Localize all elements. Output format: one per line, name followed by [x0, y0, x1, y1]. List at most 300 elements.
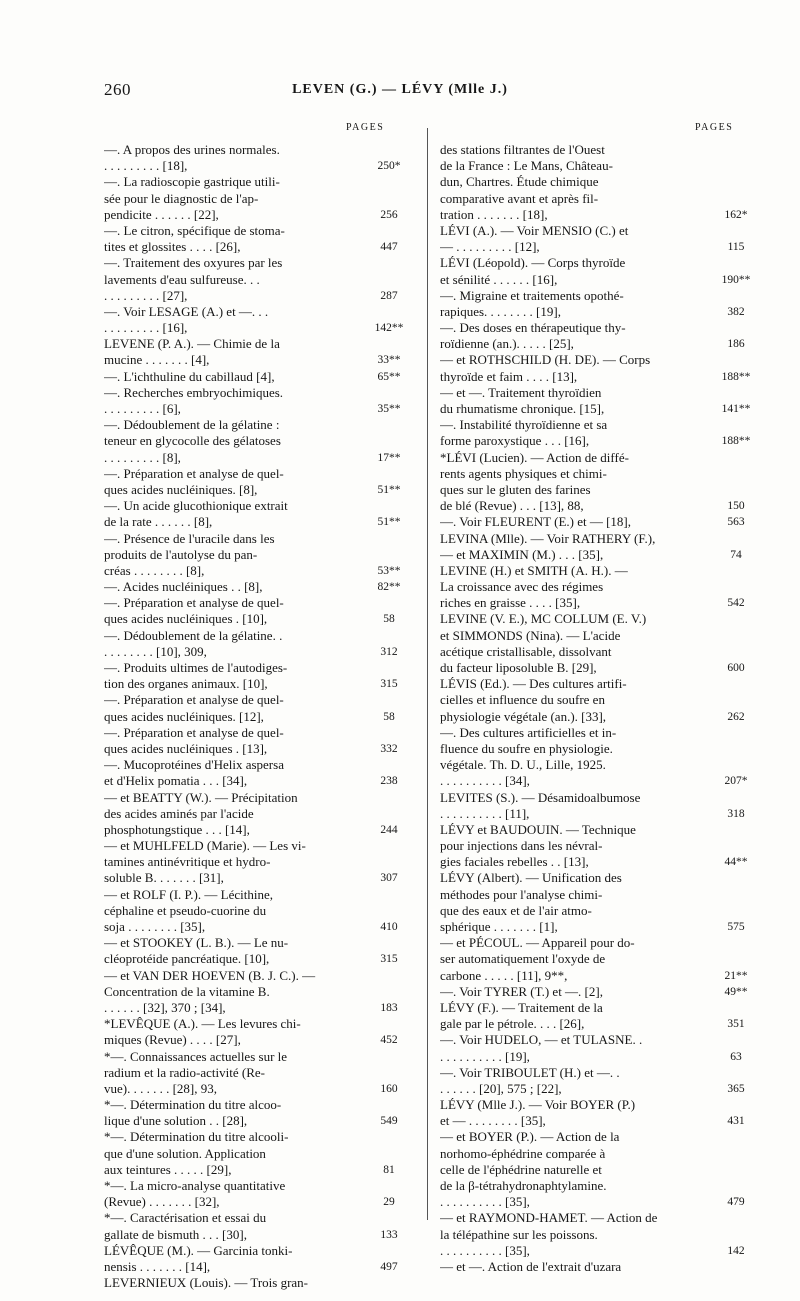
entry-text: Concentration de la vitamine B.	[104, 983, 270, 999]
page-reference: 188**	[721, 370, 751, 383]
index-line	[440, 1210, 760, 1226]
entry-text: LEVINE (H.) et SMITH (A. H.). —	[440, 562, 628, 578]
index-line	[104, 870, 424, 886]
index-line	[104, 514, 424, 530]
index-line	[440, 968, 760, 984]
entry-text: — . . . . . . . . . [12],	[440, 239, 540, 255]
index-line	[440, 401, 760, 417]
index-line	[440, 320, 760, 336]
index-line	[440, 644, 760, 660]
right-column	[440, 142, 760, 1275]
page-reference: 142**	[374, 322, 404, 335]
index-line	[104, 1194, 424, 1210]
index-line	[440, 725, 760, 741]
entry-text: LEVERNIEUX (Louis). — Trois gran-	[104, 1275, 309, 1291]
index-line	[440, 174, 760, 190]
index-line	[104, 1081, 424, 1097]
entry-text: gallate de bismuth . . . [30],	[104, 1226, 247, 1242]
page-reference: 312	[380, 645, 398, 658]
entry-text: de la rate . . . . . . [8],	[104, 514, 213, 530]
entry-text: LEVINE (V. E.), MC COLLUM (E. V.)	[440, 611, 647, 627]
index-line	[440, 919, 760, 935]
index-line	[440, 191, 760, 207]
page-reference: 382	[727, 305, 745, 318]
index-line	[104, 466, 424, 482]
entry-text: . . . . . . . . . . [19],	[440, 1048, 530, 1064]
entry-text: vue). . . . . . . [28], 93,	[104, 1080, 218, 1096]
index-line	[104, 288, 424, 304]
index-line	[104, 272, 424, 288]
page-reference: 183	[380, 1001, 398, 1014]
index-line	[440, 1194, 760, 1210]
entry-text: LEVITES (S.). — Désamidoalbumose	[440, 789, 641, 805]
entry-text: . . . . . . . . . [18],	[104, 158, 188, 174]
index-line	[440, 757, 760, 773]
entry-text: —. Le citron, spécifique de stoma-	[104, 222, 285, 238]
entry-text: *—. Connaissances actuelles sur le	[104, 1048, 288, 1064]
entry-text: nensis . . . . . . . [14],	[104, 1258, 211, 1274]
entry-text: —. Présence de l'uracile dans les	[104, 530, 275, 546]
entry-text: celle de l'éphédrine naturelle et	[440, 1161, 602, 1177]
page-reference: 332	[380, 742, 398, 755]
entry-text: . . . . . . . . . . [35],	[440, 1242, 530, 1258]
index-line	[104, 1065, 424, 1081]
index-line	[104, 611, 424, 627]
index-line	[440, 1178, 760, 1194]
page-reference: 65**	[377, 370, 401, 383]
entry-text: LÉVÊQUE (M.). — Garcinia tonki-	[104, 1242, 293, 1258]
entry-text: —. Préparation et analyse de quel-	[104, 465, 284, 481]
page-reference: 141**	[721, 403, 751, 415]
running-head: LEVEN (G.) — LÉVY (Mlle J.)	[292, 82, 508, 97]
index-line	[104, 223, 424, 239]
index-line	[440, 806, 760, 822]
page-header	[0, 80, 800, 104]
entry-text: soja . . . . . . . . [35],	[104, 919, 206, 934]
index-line	[104, 417, 424, 433]
entry-text: —. Voir HUDELO, — et TULASNE. .	[440, 1032, 643, 1048]
entry-text: — et —. Action de l'extrait d'uzara	[440, 1258, 622, 1274]
entry-text: . . . . . . . . . . [11],	[440, 805, 530, 821]
index-line	[440, 1227, 760, 1243]
entry-text: comparative avant et après fil-	[440, 190, 599, 206]
entry-text: ques acides nucléiniques. [12],	[104, 708, 264, 724]
entry-text: et SIMMONDS (Nina). — L'acide	[440, 627, 621, 643]
index-line	[440, 676, 760, 692]
index-line	[104, 644, 424, 660]
entry-text: gale par le pétrole. . . . [26],	[440, 1016, 585, 1032]
index-line	[104, 1016, 424, 1032]
page-reference: 29	[383, 1196, 395, 1209]
page-reference: 17**	[377, 451, 401, 464]
entry-text: —. Instabilité thyroïdienne et sa	[440, 417, 608, 433]
index-line	[104, 401, 424, 417]
index-line	[104, 1032, 424, 1048]
entry-text: tamines antinévritique et hydro-	[104, 854, 271, 870]
entry-text: ques acides nucléiniques . [10],	[104, 611, 268, 627]
entry-text: du rhumatisme chronique. [15],	[440, 401, 605, 416]
entry-text: cielles et influence du soufre en	[440, 692, 605, 708]
entry-text: ques acides nucléiniques. [8],	[104, 481, 258, 497]
page-reference: 575	[727, 921, 745, 933]
entry-text: riches en graisse . . . . [35],	[440, 595, 581, 611]
entry-text: —. Traitement des oxyures par les	[104, 255, 283, 271]
entry-text: —. Dédoublement de la gélatine. .	[104, 627, 283, 643]
page-reference: 549	[380, 1115, 398, 1128]
entry-text: méthodes pour l'analyse chimi-	[440, 886, 603, 902]
index-line	[440, 709, 760, 725]
entry-text: —. La radioscopie gastrique utili-	[104, 174, 280, 190]
index-line	[104, 919, 424, 935]
entry-text: produits de l'autolyse du pan-	[104, 546, 258, 562]
index-line	[440, 223, 760, 239]
index-line	[440, 433, 760, 449]
entry-text: LÉVI (Léopold). — Corps thyroïde	[440, 255, 626, 271]
index-line	[104, 369, 424, 385]
entry-text: —. Mucoprotéines d'Helix aspersa	[104, 757, 284, 773]
index-line	[440, 984, 760, 1000]
page-reference: 115	[727, 241, 745, 254]
entry-text: —. Voir TYRER (T.) et —. [2],	[440, 983, 603, 999]
index-line	[104, 158, 424, 174]
index-line	[104, 628, 424, 644]
entry-text: LÉVY (Mlle J.). — Voir BOYER (P.)	[440, 1097, 636, 1113]
entry-text: . . . . . . . . . [8],	[104, 449, 181, 465]
index-line	[104, 1162, 424, 1178]
index-line	[440, 1081, 760, 1097]
entry-text: *—. Détermination du titre alcoo-	[104, 1097, 282, 1113]
entry-text: — et ROTHSCHILD (H. DE). — Corps	[440, 352, 651, 368]
index-line	[440, 514, 760, 530]
index-line	[104, 1049, 424, 1065]
page-reference: 256	[380, 208, 398, 221]
index-line	[104, 1146, 424, 1162]
entry-text: créas . . . . . . . . [8],	[104, 562, 205, 578]
index-line	[440, 482, 760, 498]
index-line	[104, 239, 424, 255]
entry-text: — et MAXIMIN (M.) . . . [35],	[440, 546, 604, 562]
entry-text: — et STOOKEY (L. B.). — Le nu-	[104, 935, 289, 951]
index-line	[440, 1113, 760, 1129]
index-line	[440, 1097, 760, 1113]
entry-text: phosphotungstique . . . [14],	[104, 821, 250, 837]
index-line	[104, 531, 424, 547]
index-line	[440, 417, 760, 433]
index-line	[104, 725, 424, 741]
entry-text: tion des organes animaux. [10],	[104, 676, 268, 692]
entry-text: —. Voir LESAGE (A.) et —. . .	[104, 303, 269, 319]
page-reference: 287	[380, 289, 398, 302]
entry-text: —. Produits ultimes de l'autodiges-	[104, 660, 288, 675]
index-line	[440, 466, 760, 482]
entry-text: . . . . . . . . [10], 309,	[104, 643, 207, 659]
entry-text: forme paroxystique . . . [16],	[440, 433, 590, 449]
index-line	[104, 757, 424, 773]
index-line	[104, 1000, 424, 1016]
index-line	[104, 1227, 424, 1243]
page-reference: 262	[727, 710, 745, 723]
index-line	[104, 741, 424, 757]
right-pages-heading: PAGES	[695, 122, 734, 133]
page-reference: 142	[727, 1244, 745, 1257]
entry-text: tites et glossites . . . . [26],	[104, 239, 241, 255]
index-line	[440, 272, 760, 288]
index-line	[104, 984, 424, 1000]
entry-text: LÉVY (Albert). — Unification des	[440, 870, 622, 886]
page-reference: 35**	[377, 403, 401, 415]
page-reference: 82**	[377, 581, 401, 594]
entry-text: et — . . . . . . . . [35],	[440, 1113, 546, 1129]
entry-text: soluble B. . . . . . . [31],	[104, 870, 224, 886]
page-reference: 207*	[724, 775, 748, 788]
entry-text: fluence du soufre en physiologie.	[440, 740, 613, 756]
page-reference: 431	[727, 1115, 745, 1128]
page-reference: 58	[383, 613, 395, 626]
index-line	[104, 304, 424, 320]
entry-text: . . . . . . . . . [16],	[104, 320, 188, 336]
entry-text: ques acides nucléiniques . [13],	[104, 740, 268, 756]
page-reference: 133	[380, 1228, 398, 1241]
entry-text: —. L'ichthuline du cabillaud [4],	[104, 368, 275, 384]
index-line	[104, 660, 424, 676]
page-reference: 497	[380, 1260, 398, 1273]
entry-text: que des eaux et de l'air atmo-	[440, 902, 592, 918]
entry-text: —. Voir FLEURENT (E.) et — [18],	[440, 514, 632, 530]
index-line	[440, 903, 760, 919]
entry-text: cléoprotéide pancréatique. [10],	[104, 951, 270, 967]
page-reference: 600	[727, 662, 745, 674]
page-reference: 190**	[721, 273, 751, 286]
page-reference: 238	[380, 775, 398, 788]
entry-text: la télépathine sur les poissons.	[440, 1226, 598, 1242]
index-line	[440, 255, 760, 271]
index-line	[104, 676, 424, 692]
entry-text: que d'une solution. Application	[104, 1145, 266, 1161]
index-line	[104, 1113, 424, 1129]
entry-text: de la β-tétrahydronaphtylamine.	[440, 1178, 607, 1193]
entry-text: sée pour le diagnostic de l'ap-	[104, 190, 259, 206]
entry-text: La croissance avec des régimes	[440, 579, 604, 595]
index-line	[440, 741, 760, 757]
entry-text: . . . . . . . . . [27],	[104, 287, 188, 303]
entry-text: de la France : Le Mans, Château-	[440, 158, 613, 174]
page-reference: 160	[380, 1082, 398, 1095]
index-line	[440, 1243, 760, 1259]
entry-text: —. Un acide glucothionique extrait	[104, 498, 288, 514]
entry-text: norhomo-éphédrine comparée à	[440, 1145, 606, 1161]
entry-text: —. Migraine et traitements opothé-	[440, 287, 624, 303]
left-pages-heading: PAGES	[346, 122, 385, 133]
page-reference: 452	[380, 1034, 398, 1047]
entry-text: —. Dédoublement de la gélatine :	[104, 417, 280, 433]
entry-text: —. Des doses en thérapeutique thy-	[440, 320, 626, 336]
index-line	[440, 595, 760, 611]
entry-text: —. Préparation et analyse de quel-	[104, 595, 284, 611]
entry-text: — et —. Traitement thyroïdien	[440, 384, 602, 400]
entry-text: LEVENE (P. A.). — Chimie de la	[104, 336, 280, 352]
page-reference: 51**	[377, 516, 401, 529]
index-line	[440, 1000, 760, 1016]
entry-text: radium et la radio-activité (Re-	[104, 1064, 265, 1080]
page-number: 260	[104, 80, 131, 99]
entry-text: céphaline et pseudo-cuorine du	[104, 902, 267, 918]
index-line	[104, 773, 424, 789]
index-line	[104, 935, 424, 951]
page-reference: 244	[380, 823, 398, 836]
index-line	[440, 692, 760, 708]
entry-text: physiologie végétale (an.). [33],	[440, 708, 607, 724]
index-line	[440, 1016, 760, 1032]
entry-text: tration . . . . . . . [18],	[440, 206, 548, 222]
page-reference: 63	[730, 1050, 742, 1063]
index-line	[104, 498, 424, 514]
index-line	[104, 255, 424, 271]
entry-text: —. Préparation et analyse de quel-	[104, 692, 284, 708]
page-reference: 150	[727, 500, 745, 513]
index-line	[440, 450, 760, 466]
entry-text: rapiques. . . . . . . . [19],	[440, 303, 561, 319]
index-line	[104, 838, 424, 854]
index-line	[104, 595, 424, 611]
entry-text: LÉVY (F.). — Traitement de la	[440, 999, 603, 1015]
index-line	[104, 385, 424, 401]
entry-text: carbone . . . . . [11], 9**,	[440, 967, 568, 983]
page-reference: 81	[383, 1163, 395, 1176]
page-reference: 479	[727, 1196, 745, 1209]
entry-text: de blé (Revue) . . . [13], 88,	[440, 498, 584, 514]
entry-text: des acides aminés par l'acide	[104, 805, 254, 821]
index-line	[104, 1210, 424, 1226]
page-reference: 188**	[721, 435, 751, 448]
entry-text: gies faciales rebelles . . [13],	[440, 854, 589, 870]
entry-text: LÉVIS (Ed.). — Des cultures artifi-	[440, 676, 627, 692]
index-line	[440, 773, 760, 789]
page-reference: 162*	[724, 208, 748, 221]
entry-text: roïdienne (an.). . . . . [25],	[440, 336, 574, 352]
page-reference: 315	[380, 953, 398, 966]
entry-text: . . . . . . [32], 370 ; [34],	[104, 999, 226, 1015]
page-reference: 51**	[377, 483, 401, 496]
entry-text: ques sur le gluten des farines	[440, 481, 591, 497]
index-line	[440, 336, 760, 352]
index-line	[440, 531, 760, 547]
entry-text: LÉVI (A.). — Voir MENSIO (C.) et	[440, 222, 629, 238]
index-line	[104, 433, 424, 449]
index-line	[440, 822, 760, 838]
entry-text: —. Des cultures artificielles et in-	[440, 724, 617, 740]
index-line	[104, 1097, 424, 1113]
index-line	[440, 790, 760, 806]
entry-text: dun, Chartres. Étude chimique	[440, 174, 599, 190]
entry-text: mucine . . . . . . . [4],	[104, 352, 210, 368]
page-reference: 307	[380, 872, 398, 885]
entry-text: —. Préparation et analyse de quel-	[104, 724, 284, 740]
page-reference: 33**	[377, 354, 401, 367]
index-line	[104, 1129, 424, 1145]
page-reference: 186	[727, 338, 745, 351]
entry-text: — et BEATTY (W.). — Précipitation	[104, 789, 298, 805]
index-line	[104, 547, 424, 563]
index-line	[440, 1065, 760, 1081]
entry-text: —. Acides nucléiniques . . [8],	[104, 579, 263, 595]
entry-text: —. Recherches embryochimiques.	[104, 384, 284, 400]
entry-text: miques (Revue) . . . . [27],	[104, 1032, 241, 1048]
index-line	[440, 887, 760, 903]
entry-text: aux teintures . . . . . [29],	[104, 1161, 232, 1177]
entry-text: — et RAYMOND-HAMET. — Action de	[440, 1210, 658, 1226]
page-reference: 447	[380, 241, 398, 254]
index-line	[104, 854, 424, 870]
index-line	[440, 207, 760, 223]
index-line	[104, 563, 424, 579]
entry-text: — et ROLF (I. P.). — Lécithine,	[104, 886, 273, 902]
entry-text: (Revue) . . . . . . . [32],	[104, 1194, 220, 1210]
entry-text: thyroïde et faim . . . . [13],	[440, 368, 578, 384]
page-reference: 351	[727, 1018, 745, 1031]
index-line	[440, 579, 760, 595]
index-line	[440, 870, 760, 886]
index-line	[104, 968, 424, 984]
index-line	[440, 547, 760, 563]
page-reference: 315	[380, 678, 398, 691]
entry-text: acétique cristallisable, dissolvant	[440, 643, 612, 659]
page-reference: 53**	[377, 564, 401, 577]
entry-text: *LEVÊQUE (A.). — Les levures chi-	[104, 1016, 301, 1032]
entry-text: *—. Détermination du titre alcooli-	[104, 1129, 289, 1145]
index-line	[104, 1243, 424, 1259]
index-line	[104, 142, 424, 158]
index-line	[440, 142, 760, 158]
entry-text: — et BOYER (P.). — Action de la	[440, 1129, 620, 1145]
index-line	[104, 1259, 424, 1275]
index-line	[104, 903, 424, 919]
index-line	[104, 806, 424, 822]
index-line	[440, 660, 760, 676]
index-line	[104, 790, 424, 806]
index-line	[440, 1162, 760, 1178]
page-reference: 563	[727, 516, 745, 529]
index-line	[440, 352, 760, 368]
page-reference: 58	[383, 710, 395, 723]
entry-text: — et MUHLFELD (Marie). — Les vi-	[104, 838, 306, 854]
entry-text: pour injections dans les névral-	[440, 838, 603, 854]
index-line	[440, 563, 760, 579]
page-reference: 250*	[377, 160, 401, 173]
index-line	[440, 854, 760, 870]
entry-text: LEVINA (Mlle). — Voir RATHERY (F.),	[440, 530, 656, 546]
index-line	[104, 482, 424, 498]
index-line	[440, 158, 760, 174]
column-divider	[427, 128, 428, 1220]
index-line	[440, 304, 760, 320]
index-line	[104, 450, 424, 466]
left-column	[104, 142, 424, 1291]
entry-text: —. A propos des urines normales.	[104, 142, 280, 157]
index-line	[104, 1178, 424, 1194]
entry-text: rents agents physiques et chimi-	[440, 465, 607, 481]
page-reference: 365	[727, 1082, 745, 1095]
entry-text: *LÉVI (Lucien). — Action de diffé-	[440, 449, 629, 465]
index-line	[440, 1146, 760, 1162]
index-line	[440, 239, 760, 255]
index-line	[104, 191, 424, 207]
index-line	[440, 838, 760, 854]
index-line	[440, 1129, 760, 1145]
entry-text: LÉVY et BAUDOUIN. — Technique	[440, 821, 636, 837]
entry-text: teneur en glycocolle des gélatoses	[104, 433, 281, 449]
index-line	[104, 951, 424, 967]
index-line	[104, 1275, 424, 1291]
